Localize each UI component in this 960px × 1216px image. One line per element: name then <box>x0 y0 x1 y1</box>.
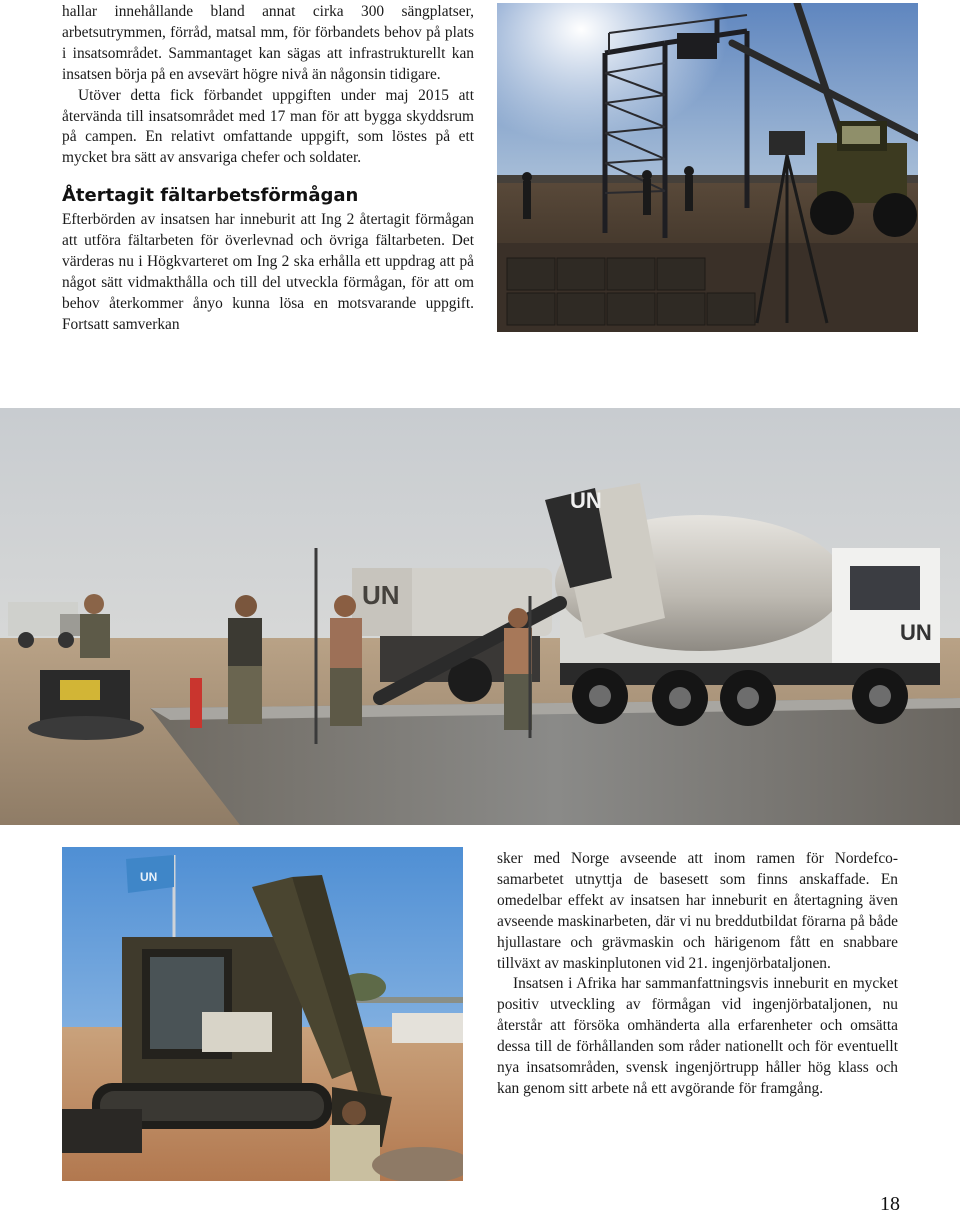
photo-concrete-pour <box>0 408 960 825</box>
paragraph: sker med Norge avseende att inom ramen för Nordefco-samarbetet utnyttja de basesett som finns anskaffade. En omedelbar effekt av insatsen har inneburit en återtagning även avseende maskinarbeten, där vi nu breddutbildat förarna på både hjullastare och grävmaskin och härigenom fått en snabbare tillväxt av maskinplutonen vid 21. ingenjörbataljonen. <box>497 850 898 972</box>
photo-construction-site <box>497 3 918 332</box>
excavator-illustration <box>62 847 463 1181</box>
section-heading: Återtagit fältarbetsförmågan <box>62 185 359 207</box>
paragraph: Efterbörden av insatsen har inneburit att Ing 2 återtagit förmågan att utföra fältarbeten för överlevnad och övriga fältarbeten. Det värderas nu i Högkvarteret om Ing 2 ska erhålla ett uppdrag att på något sätt vidmakthålla och till del utveckla förmågan, för att om behov återkommer ånyo kunna lösa en motsvarande uppgift. Fortsatt samverkan <box>62 211 474 333</box>
paragraph: hallar innehållande bland annat cirka 300 sängplatser, arbetsutrymmen, förråd, matsal mm, för förbandets behov på plats i insatsområdet. Sammantaget kan sägas att infrastrukturellt kan insatsen börja på en avsevärt högre nivå än någonsin tidigare. <box>62 3 474 83</box>
article-column-bottom <box>497 849 898 1100</box>
un-marking-tanker: UN <box>362 580 400 610</box>
concrete-pour-illustration <box>0 408 960 825</box>
un-marking-flag: UN <box>140 870 158 884</box>
un-marking-drum: UN <box>570 488 602 513</box>
paragraph: Utöver detta fick förbandet uppgiften under maj 2015 att återvända till insatsområdet med 17 man för att bygga skyddsrum på campen. En relativt omfattande uppgift, som löstes på ett mycket bra sätt av ansvariga chefer och soldater. <box>62 86 474 167</box>
un-marking-cab: UN <box>900 620 932 645</box>
paragraph: Insatsen i Afrika har sammanfattningsvis inneburit en mycket positiv utveckling av förmågan vid ingenjörbataljonen, nu återstår att försöka omhänderta alla erfarenheter och omsätta dessa till de förhållanden som råder nationellt och för eventuellt nya insatsområden, svensk ingenjörtrupp håller hög klass och kan genom sitt arbete nå ett avgörande för framgång. <box>497 975 898 1097</box>
article-column-top <box>62 2 474 336</box>
photo-excavator <box>62 847 463 1181</box>
construction-site-illustration <box>497 3 918 332</box>
page-number: 18 <box>880 1193 900 1215</box>
